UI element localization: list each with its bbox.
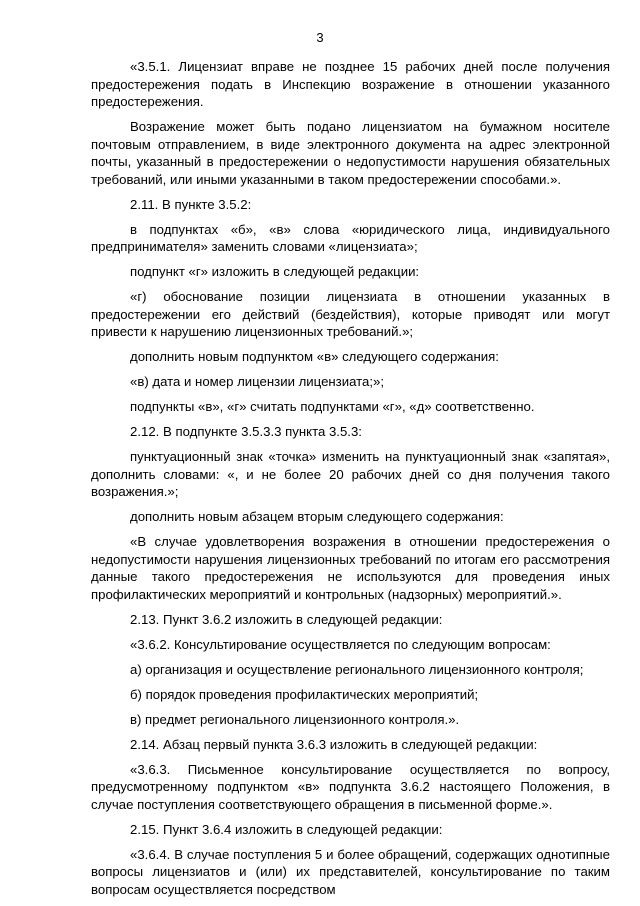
paragraph: «3.6.4. В случае поступления 5 и более обращений, содержащих однотипные вопросы лицензиатов и (или) их представителей, консультирование по таким вопросам осуществляется посредством [91,846,610,897]
paragraph: в подпунктах «б», «в» слова «юридического лица, индивидуального предпринимателя» заменить словами «лицензиата»; [91,221,610,254]
paragraph: дополнить новым подпунктом «в» следующего содержания: [130,349,499,364]
page-number: 3 [316,30,324,45]
paragraph: «в) дата и номер лицензии лицензиата;»; [130,374,385,389]
paragraph: подпункты «в», «г» считать подпунктами «г», «д» соответственно. [130,399,535,414]
paragraph: 2.13. Пункт 3.6.2 изложить в следующей редакции: [130,611,443,627]
paragraph: «3.6.2. Консультирование осуществляется по следующим вопросам: [130,636,551,652]
paragraph: подпункт «г» изложить в следующей редакции: [130,264,420,279]
paragraph: 2.11. В пункте 3.5.2: [130,196,252,212]
document-body [91,58,610,906]
paragraph: «3.6.3. Письменное консультирование осуществляется по вопросу, предусмотренному подпунктом «в» подпункта 3.6.2 настоящего Положения, в случае поступления соответствующего обращения в письменной форме.». [91,761,610,812]
paragraph: «г) обоснование позиции лицензиата в отношении указанных в предостережении его действий (бездействия), которые приводят или могут привести к нарушению лицензионных требований.»; [91,289,610,339]
paragraph: пунктуационный знак «точка» изменить на пунктуационный знак «запятая», дополнить словами: «, и не более 20 рабочих дней со дня получения такого возражения.»; [91,449,610,499]
paragraph: Возражение может быть подано лицензиатом на бумажном носителе почтовым отправлением, в виде электронного документа на адрес электронной почты, указанный в предостережении о недопустимости нарушения обязательных требований, или иными указанными в таком предостережении способами.». [91,119,610,187]
paragraph: «В случае удовлетворения возражения в отношении предостережения о недопустимости нарушения лицензионных требований по итогам его рассмотрения данные такого предостережения не используются для проведения иных профилактических мероприятий и контрольных (надзорных) мероприятий.». [91,534,610,602]
paragraph: 2.15. Пункт 3.6.4 изложить в следующей редакции: [130,821,443,837]
paragraph: в) предмет регионального лицензионного контроля.». [130,711,460,727]
paragraph: а) организация и осуществление регионального лицензионного контроля; [130,661,584,677]
paragraph: б) порядок проведения профилактических мероприятий; [130,686,479,702]
paragraph: дополнить новым абзацем вторым следующего содержания: [130,509,504,524]
paragraph: «3.5.1. Лицензиат вправе не позднее 15 рабочих дней после получения предостережения подать в Инспекцию возражение в отношении указанного предостережения. [91,59,610,109]
paragraph: 2.12. В подпункте 3.5.3.3 пункта 3.5.3: [130,424,362,439]
paragraph: 2.14. Абзац первый пункта 3.6.3 изложить в следующей редакции: [130,736,538,752]
